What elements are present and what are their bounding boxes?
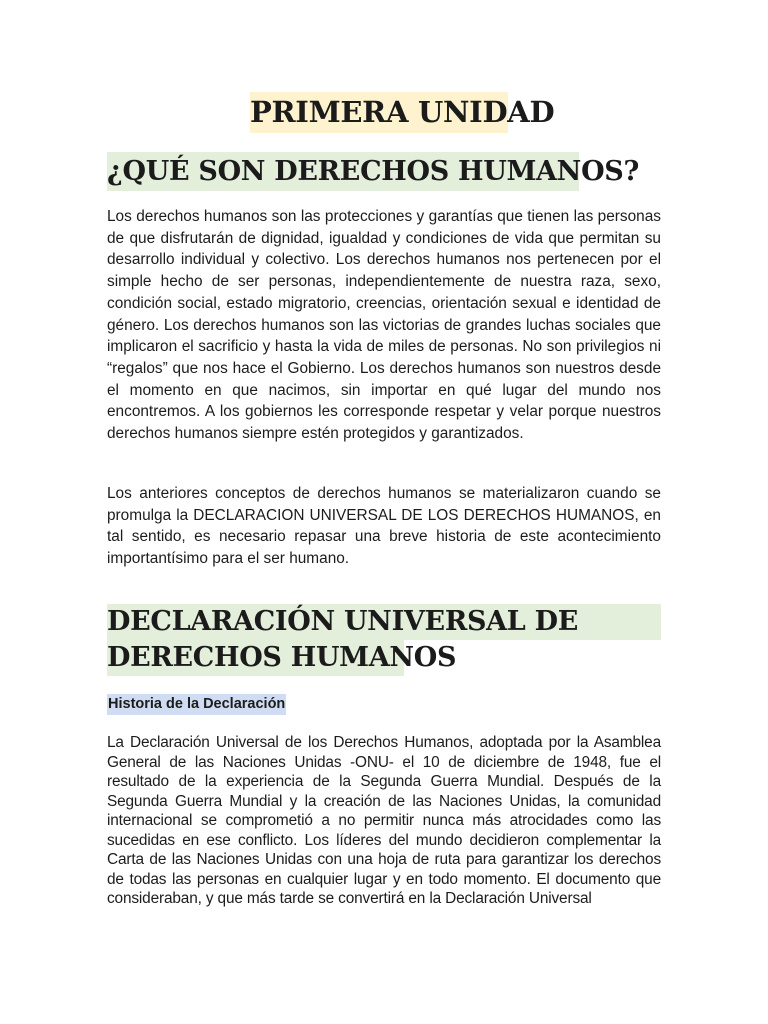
subheading-history: Historia de la Declaración (107, 694, 286, 715)
section-title-universal-declaration (107, 604, 661, 676)
paragraph-history: La Declaración Universal de los Derechos Humanos, adoptada por la Asamblea General de las Naciones Unidas -ONU- el 10 de diciembre de 1948, fue el resultado de la experiencia de la Segunda Guerra Mundial. Después de la Segunda Guerra Mundial y la creación de las Naciones Unidas, la comunidad internacional se comprometió a no permitir nunca más atrocidades como las sucedidas en ese conflicto. Los líderes del mundo decidieron complementar la Carta de las Naciones Unidas con una hoja de ruta para garantizar los derechos de todas las personas en cualquier lugar y en todo momento. El documento que consideraban, y que más tarde se convertirá en la Declaración Universal (107, 734, 661, 907)
paragraph-definition: Los derechos humanos son las protecciones y garantías que tienen las personas de que disfrutarán de dignidad, igualdad y condiciones de vida que permitan su desarrollo individual y colectivo. Los derechos humanos nos pertenecen por el simple hecho de ser personas, independientemente de nuestra raza, sexo, condición social, estado migratorio, creencias, orientación sexual e identidad de género. Los derechos humanos son las victorias de grandes luchas sociales que implicaron el sacrificio y hasta la vida de miles de personas. No son privilegios ni “regalos” que nos hace el Gobierno. Los derechos humanos son nuestros desde el momento en que nacimos, sin importar en qué lugar del mundo nos encontremos. A los gobiernos les corresponde respetar y velar porque nuestros derechos humanos siempre estén protegidos y garantizados. (107, 208, 661, 443)
unit-title: PRIMERA UNIDAD (250, 92, 508, 133)
section-title-line-1 (107, 604, 661, 640)
section-title-line-2: DERECHOS HUMANOS (107, 640, 404, 676)
title-word: DE (534, 606, 579, 637)
paragraph-declaration-intro: Los anteriores conceptos de derechos humanos se materializaron cuando se promulga la DECLARACION UNIVERSAL DE LOS DERECHOS HUMANOS, en tal sentido, es necesario repasar una breve historia de este acontecimiento importantísimo para el ser humano. (107, 485, 661, 568)
title-word: DECLARACIÓN (107, 606, 335, 637)
section-title-what-are-human-rights: ¿QUÉ SON DERECHOS HUMANOS? (107, 152, 579, 191)
title-word: UNIVERSAL (343, 606, 526, 637)
